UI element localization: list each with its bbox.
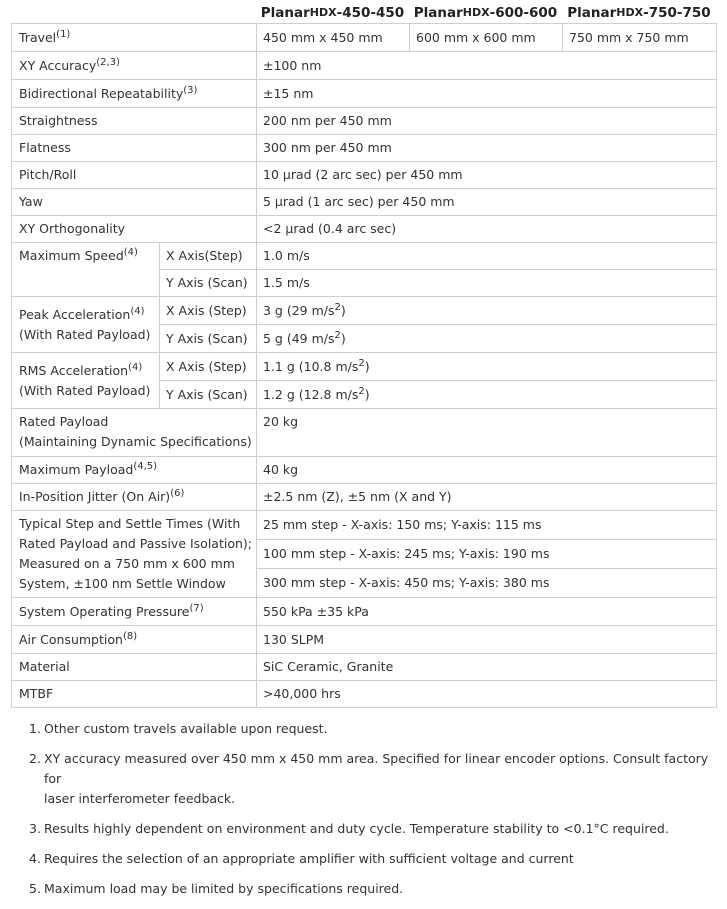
footnote-ref: (1) [56,28,71,40]
label-text: XY Accuracy [19,57,97,73]
table-row-xy-accuracy [12,52,717,80]
header-suffix: -600-600 [489,4,558,21]
value-text: 1.1 g (10.8 m/s [263,358,359,374]
specifications-table [11,23,717,708]
row-label-peak-acceleration [12,297,160,353]
header-subscript: HDX [462,6,490,19]
value-maximum-payload: 40 kg [257,457,717,484]
table-row-travel [12,24,717,52]
value-xy-accuracy: ±100 nm [257,52,717,80]
label-text: Peak Acceleration [19,306,131,322]
footnote-ref: (7) [189,602,204,614]
row-label-maximum-speed [12,243,160,297]
column-header-750 [562,0,716,25]
footnote-number: 2. [29,751,41,766]
footnote-ref: (3) [183,84,198,96]
label-text: Maximum Speed [19,248,124,263]
label-text: Air Consumption [19,631,123,647]
label-text: Rated Payload [19,414,109,429]
value-mtbf: >40,000 hrs [257,681,717,708]
axis-label-y-scan: Y Axis (Scan) [160,270,257,297]
value-rms-acceleration-y [257,381,717,409]
axis-label-x-step: X Axis(Step) [160,243,257,270]
table-row-pitch-roll [12,162,717,189]
header-prefix: Planar [567,4,617,21]
value-peak-acceleration-x [257,297,717,325]
label-subtext: (With Rated Payload) [19,326,151,342]
row-label-material: Material [12,654,257,681]
table-row-rms-acceleration-x [12,353,717,381]
value-tail: ) [340,330,346,346]
footnote-5 [29,879,709,899]
footnote-4 [29,849,709,869]
footnote-text: Requires the selection of an appropriate amplifier with sufficient voltage and current [44,851,574,866]
table-row-in-position-jitter [12,484,717,511]
footnote-3 [29,819,709,839]
label-text: Bidirectional Repeatability [19,85,184,101]
table-row-flatness [12,135,717,162]
footnote-number: 5. [29,881,41,896]
footnote-text: Results highly dependent on environment and duty cycle. Temperature stability to <0.1°C required. [44,821,669,836]
value-straightness: 200 nm per 450 mm [257,108,717,135]
axis-label-x-step: X Axis (Step) [160,353,257,381]
row-label-rated-payload [12,409,257,457]
value-maximum-speed-y: 1.5 m/s [257,270,717,297]
value-travel-750: 750 mm x 750 mm [563,24,717,52]
header-prefix: Planar [413,4,463,21]
header-subscript: HDX [616,6,644,19]
table-row-maximum-payload [12,457,717,484]
value-tail: ) [340,302,346,318]
axis-label-y-scan: Y Axis (Scan) [160,325,257,353]
value-pitch-roll: 10 µrad (2 arc sec) per 450 mm [257,162,717,189]
header-suffix: -450-450 [336,4,405,21]
value-tail: ) [364,386,370,402]
label-text: RMS Acceleration [19,362,129,378]
axis-label-y-scan: Y Axis (Scan) [160,381,257,409]
footnote-text: Maximum load may be limited by specifications required. [44,881,404,896]
value-material: SiC Ceramic, Granite [257,654,717,681]
label-text: Maximum Payload [19,462,134,477]
table-row-maximum-speed-x [12,243,717,270]
table-row-settle-25mm [12,511,717,540]
row-label-bidirectional-repeatability [12,80,257,108]
footnote-ref: (2,3) [96,56,120,68]
exponent: 2 [334,301,341,313]
value-settle-300mm: 300 mm step - X-axis: 450 ms; Y-axis: 380 ms [257,569,717,598]
header-prefix: Planar [260,4,310,21]
footnote-ref: (6) [170,488,185,499]
header-subscript: HDX [309,6,337,19]
value-settle-100mm: 100 mm step - X-axis: 245 ms; Y-axis: 190 ms [257,540,717,569]
footnotes-list [29,719,709,909]
value-travel-450: 450 mm x 450 mm [257,24,410,52]
value-xy-orthogonality: <2 µrad (0.4 arc sec) [257,216,717,243]
row-label-xy-accuracy [12,52,257,80]
row-label-air-consumption [12,626,257,654]
footnote-2 [29,749,709,809]
label-line: System, ±100 nm Settle Window [19,576,226,591]
footnote-number: 1. [29,721,41,736]
table-row-xy-orthogonality [12,216,717,243]
value-text: 5 g (49 m/s [263,330,335,346]
table-row-operating-pressure [12,598,717,626]
exponent: 2 [358,385,365,397]
row-label-travel [12,24,257,52]
row-label-flatness: Flatness [12,135,257,162]
footnote-number: 4. [29,851,41,866]
value-rated-payload: 20 kg [257,409,717,457]
footnote-ref: (4) [130,305,145,317]
row-label-operating-pressure [12,598,257,626]
column-header-450 [256,0,409,25]
footnote-number: 3. [29,821,41,836]
label-line: Measured on a 750 mm x 600 mm [19,556,235,571]
row-label-mtbf: MTBF [12,681,257,708]
table-row-mtbf [12,681,717,708]
footnote-ref: (8) [122,630,138,642]
row-label-rms-acceleration [12,353,160,409]
footnote-text: XY accuracy measured over 450 mm x 450 mm area. Specified for linear encoder options. Consult factory for [44,751,709,786]
footnote-ref: (4,5) [133,461,158,472]
label-text: System Operating Pressure [19,603,190,619]
label-line: Typical Step and Settle Times (With [19,516,241,531]
label-text: Travel [19,29,57,45]
value-in-position-jitter: ±2.5 nm (Z), ±5 nm (X and Y) [257,484,717,511]
label-line: Rated Payload and Passive Isolation); [19,536,252,551]
row-label-xy-orthogonality: XY Orthogonality [12,216,257,243]
footnote-text: laser interferometer feedback. [44,791,236,806]
row-label-pitch-roll: Pitch/Roll [12,162,257,189]
value-flatness: 300 nm per 450 mm [257,135,717,162]
row-label-yaw: Yaw [12,189,257,216]
value-rms-acceleration-x [257,353,717,381]
footnote-ref: (4) [123,247,138,258]
value-text: 1.2 g (12.8 m/s [263,386,359,402]
label-subtext: (Maintaining Dynamic Specifications) [19,434,252,449]
value-tail: ) [364,358,370,374]
header-suffix: -750-750 [643,4,711,21]
exponent: 2 [358,357,365,369]
footnote-1 [29,719,709,739]
exponent: 2 [334,329,341,341]
table-row-peak-acceleration-x [12,297,717,325]
value-travel-600: 600 mm x 600 mm [410,24,563,52]
row-label-straightness: Straightness [12,108,257,135]
value-text: 3 g (29 m/s [263,302,335,318]
table-row-material [12,654,717,681]
table-row-air-consumption [12,626,717,654]
row-label-in-position-jitter [12,484,257,511]
label-subtext: (With Rated Payload) [19,382,151,398]
value-yaw: 5 µrad (1 arc sec) per 450 mm [257,189,717,216]
row-label-maximum-payload [12,457,257,484]
table-row-straightness [12,108,717,135]
column-header-600 [409,0,562,25]
value-maximum-speed-x: 1.0 m/s [257,243,717,270]
value-bidirectional-repeatability: ±15 nm [257,80,717,108]
row-label-step-settle-times [12,511,257,598]
value-peak-acceleration-y [257,325,717,353]
table-row-rated-payload [12,409,717,457]
value-air-consumption: 130 SLPM [257,626,717,654]
axis-label-x-step: X Axis (Step) [160,297,257,325]
footnote-ref: (4) [128,361,143,373]
table-row-yaw [12,189,717,216]
value-settle-25mm: 25 mm step - X-axis: 150 ms; Y-axis: 115 ms [257,511,717,540]
value-operating-pressure: 550 kPa ±35 kPa [257,598,717,626]
footnote-text: Other custom travels available upon request. [44,721,328,736]
table-row-bidirectional-repeatability [12,80,717,108]
label-text: In-Position Jitter (On Air) [19,489,171,504]
